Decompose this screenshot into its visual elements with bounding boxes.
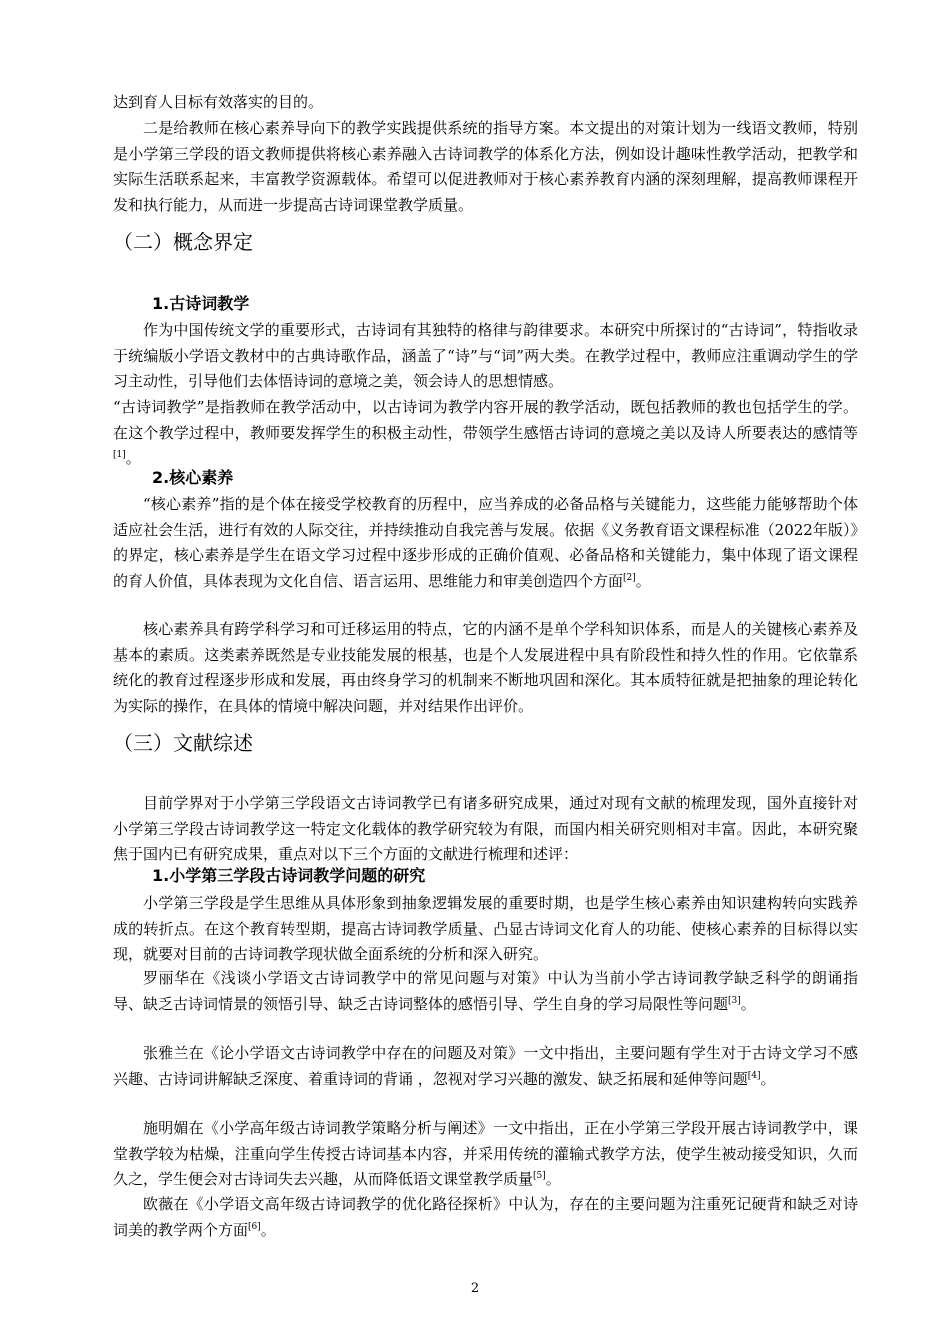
citation-ref: [4] [747, 1070, 761, 1081]
subheading-ancient-poetry-teaching: 1.古诗词教学 [152, 294, 250, 313]
paragraph-text [113, 966, 858, 1017]
paragraph-core-literacy-definition [113, 492, 858, 594]
paragraph-end: 。 [125, 449, 141, 468]
paragraph-ou-wei [113, 1192, 858, 1243]
paragraph-body: “古诗词教学”是指教师在教学活动中，以古诗词为教学内容开展的教学活动，既包括教师的教也包括学生的学。在这个教学过程中，教师要发挥学生的积极主动性，带领学生感悟古诗词的意境之美以及诗人所要表达的感情等 [113, 398, 858, 442]
paragraph-stage-three-overview [113, 891, 858, 968]
paragraph-continuation [113, 90, 858, 116]
paragraph-body: “核心素养”指的是个体在接受学校教育的历程中，应当养成的必备品格与关键能力，这些能力能够帮助个体适应社会生活，进行有效的人际交往，并持续推动自我完善与发展。依据《义务教育语文课程标准（2022年版）》的界定，核心素养是学生在语文学习过程中逐步形成的正确价值观、必备品格和关键能力，集中体现了语文课程的育人价值，具体表现为文化自信、语言运用、思维能力和审美创造四个方面 [113, 495, 858, 590]
paragraph-text [113, 1116, 858, 1193]
paragraph-end: 。 [740, 994, 756, 1013]
citation-ref: [2] [623, 572, 636, 583]
paragraph-ancient-poetry-teaching-definition [113, 395, 858, 472]
paragraph-end: 。 [260, 1220, 276, 1239]
paragraph-body: 施明媚在《小学高年级古诗词教学策略分析与阐述》一文中指出，正在小学第三学段开展古诗词教学中，课堂教学较为枯燥，注重向学生传授古诗词基本内容，并采用传统的灌输式教学方法，使学生被动接受知识，久而久之，学生便会对古诗词失去兴趣，从而降低语文课堂教学质量 [113, 1119, 858, 1189]
paragraph-body: 张雅兰在《论小学语文古诗词教学中存在的问题及对策》一文中指出，主要问题有学生对于古诗文学习不感兴趣、古诗词讲解缺乏深度、着重诗词的背诵 ，忽视对学习兴趣的激发、缺乏拓展和延伸等问题 [113, 1044, 858, 1088]
paragraph-ancient-poetry-definition [113, 318, 858, 395]
paragraph-core-literacy-features [113, 617, 858, 719]
citation-ref: [1] [113, 450, 126, 461]
paragraph-review-intro [113, 791, 858, 868]
paragraph-body: 罗丽华在《浅谈小学语文古诗词教学中的常见问题与对策》中认为当前小学古诗词教学缺乏科学的朗诵指导、缺乏古诗词情景的领悟引导、缺乏古诗词整体的感悟引导、学生自身的学习局限性等问题 [113, 969, 858, 1013]
paragraph-text: 目前学界对于小学第三学段语文古诗词教学已有诸多研究成果，通过对现有文献的梳理发现，国外直接针对小学第三学段古诗词教学这一特定文化载体的教学研究较为有限，而国内相关研究则相对丰富。因此，本研究聚焦于国内已有研究成果，重点对以下三个方面的文献进行梳理和述评： [113, 794, 858, 864]
paragraph-luo-lihua [113, 966, 858, 1017]
paragraph-text: 达到育人目标有效落实的目的。 [113, 93, 324, 111]
paragraph-zhang-yalan [113, 1041, 858, 1092]
paragraph-end: 。 [545, 1170, 561, 1189]
citation-ref: [3] [728, 995, 741, 1006]
section-heading-concepts: （二）概念界定 [113, 230, 253, 254]
paragraph-text [113, 395, 858, 472]
paragraph-teacher-guidance [113, 116, 858, 218]
paragraph-shi-mingmei [113, 1116, 858, 1193]
paragraph-text [113, 1041, 858, 1092]
section-heading-literature-review: （三）文献综述 [113, 731, 253, 755]
paragraph-end: 。 [760, 1069, 776, 1088]
paragraph-text [113, 1192, 858, 1243]
subheading-core-literacy: 2.核心素养 [152, 468, 234, 487]
paragraph-text: 二是给教师在核心素养导向下的教学实践提供系统的指导方案。本文提出的对策计划为一线语文教师，特别是小学第三学段的语文教师提供将核心素养融入古诗词教学的体系化方法，例如设计趣味性教学活动，把教学和实际生活联系起来，丰富教学资源载体。希望可以促进教师对于核心素养教育内涵的深刻理解，提高教师课程开发和执行能力，从而进一步提高古诗词课堂教学质量。 [113, 119, 858, 214]
paragraph-text: 核心素养具有跨学科学习和可迁移运用的特点，它的内涵不是单个学科知识体系，而是人的关键核心素养及基本的素质。这类素养既然是专业技能发展的根基，也是个人发展进程中具有阶段性和持久性的作用。它依靠系统化的教育过程逐步形成和发展，再由终身学习的机制来不断地巩固和深化。其本质特征就是把抽象的理论转化为实际的操作，在具体的情境中解决问题，并对结果作出评价。 [113, 620, 858, 715]
paragraph-text: 作为中国传统文学的重要形式，古诗词有其独特的格律与韵律要求。本研究中所探讨的“古诗词”，特指收录于统编版小学语文教材中的古典诗歌作品，涵盖了“诗”与“词”两大类。在教学过程中，教师应注重调动学生的学习主动性，引导他们去体悟诗词的意境之美，领会诗人的思想情感。 [113, 321, 858, 391]
paragraph-body: 欧薇在《小学语文高年级古诗词教学的优化路径探析》中认为，存在的主要问题为注重死记硬背和缺乏对诗词美的教学两个方面 [113, 1195, 858, 1239]
citation-ref: [5] [533, 1171, 546, 1182]
paragraph-end: 。 [635, 571, 651, 590]
citation-ref: [6] [248, 1221, 261, 1232]
paragraph-text: 小学第三学段是学生思维从具体形象到抽象逻辑发展的重要时期，也是学生核心素养由知识建构转向实践养成的转折点。在这个教育转型期，提高古诗词教学质量、凸显古诗词文化育人的功能、使核心素养的目标得以实现，就要对目前的古诗词教学现状做全面系统的分析和深入研究。 [113, 894, 858, 964]
subheading-teaching-problems-research: 1.小学第三学段古诗词教学问题的研究 [152, 866, 426, 885]
paragraph-text [113, 492, 858, 594]
page-number: 2 [470, 1281, 480, 1296]
